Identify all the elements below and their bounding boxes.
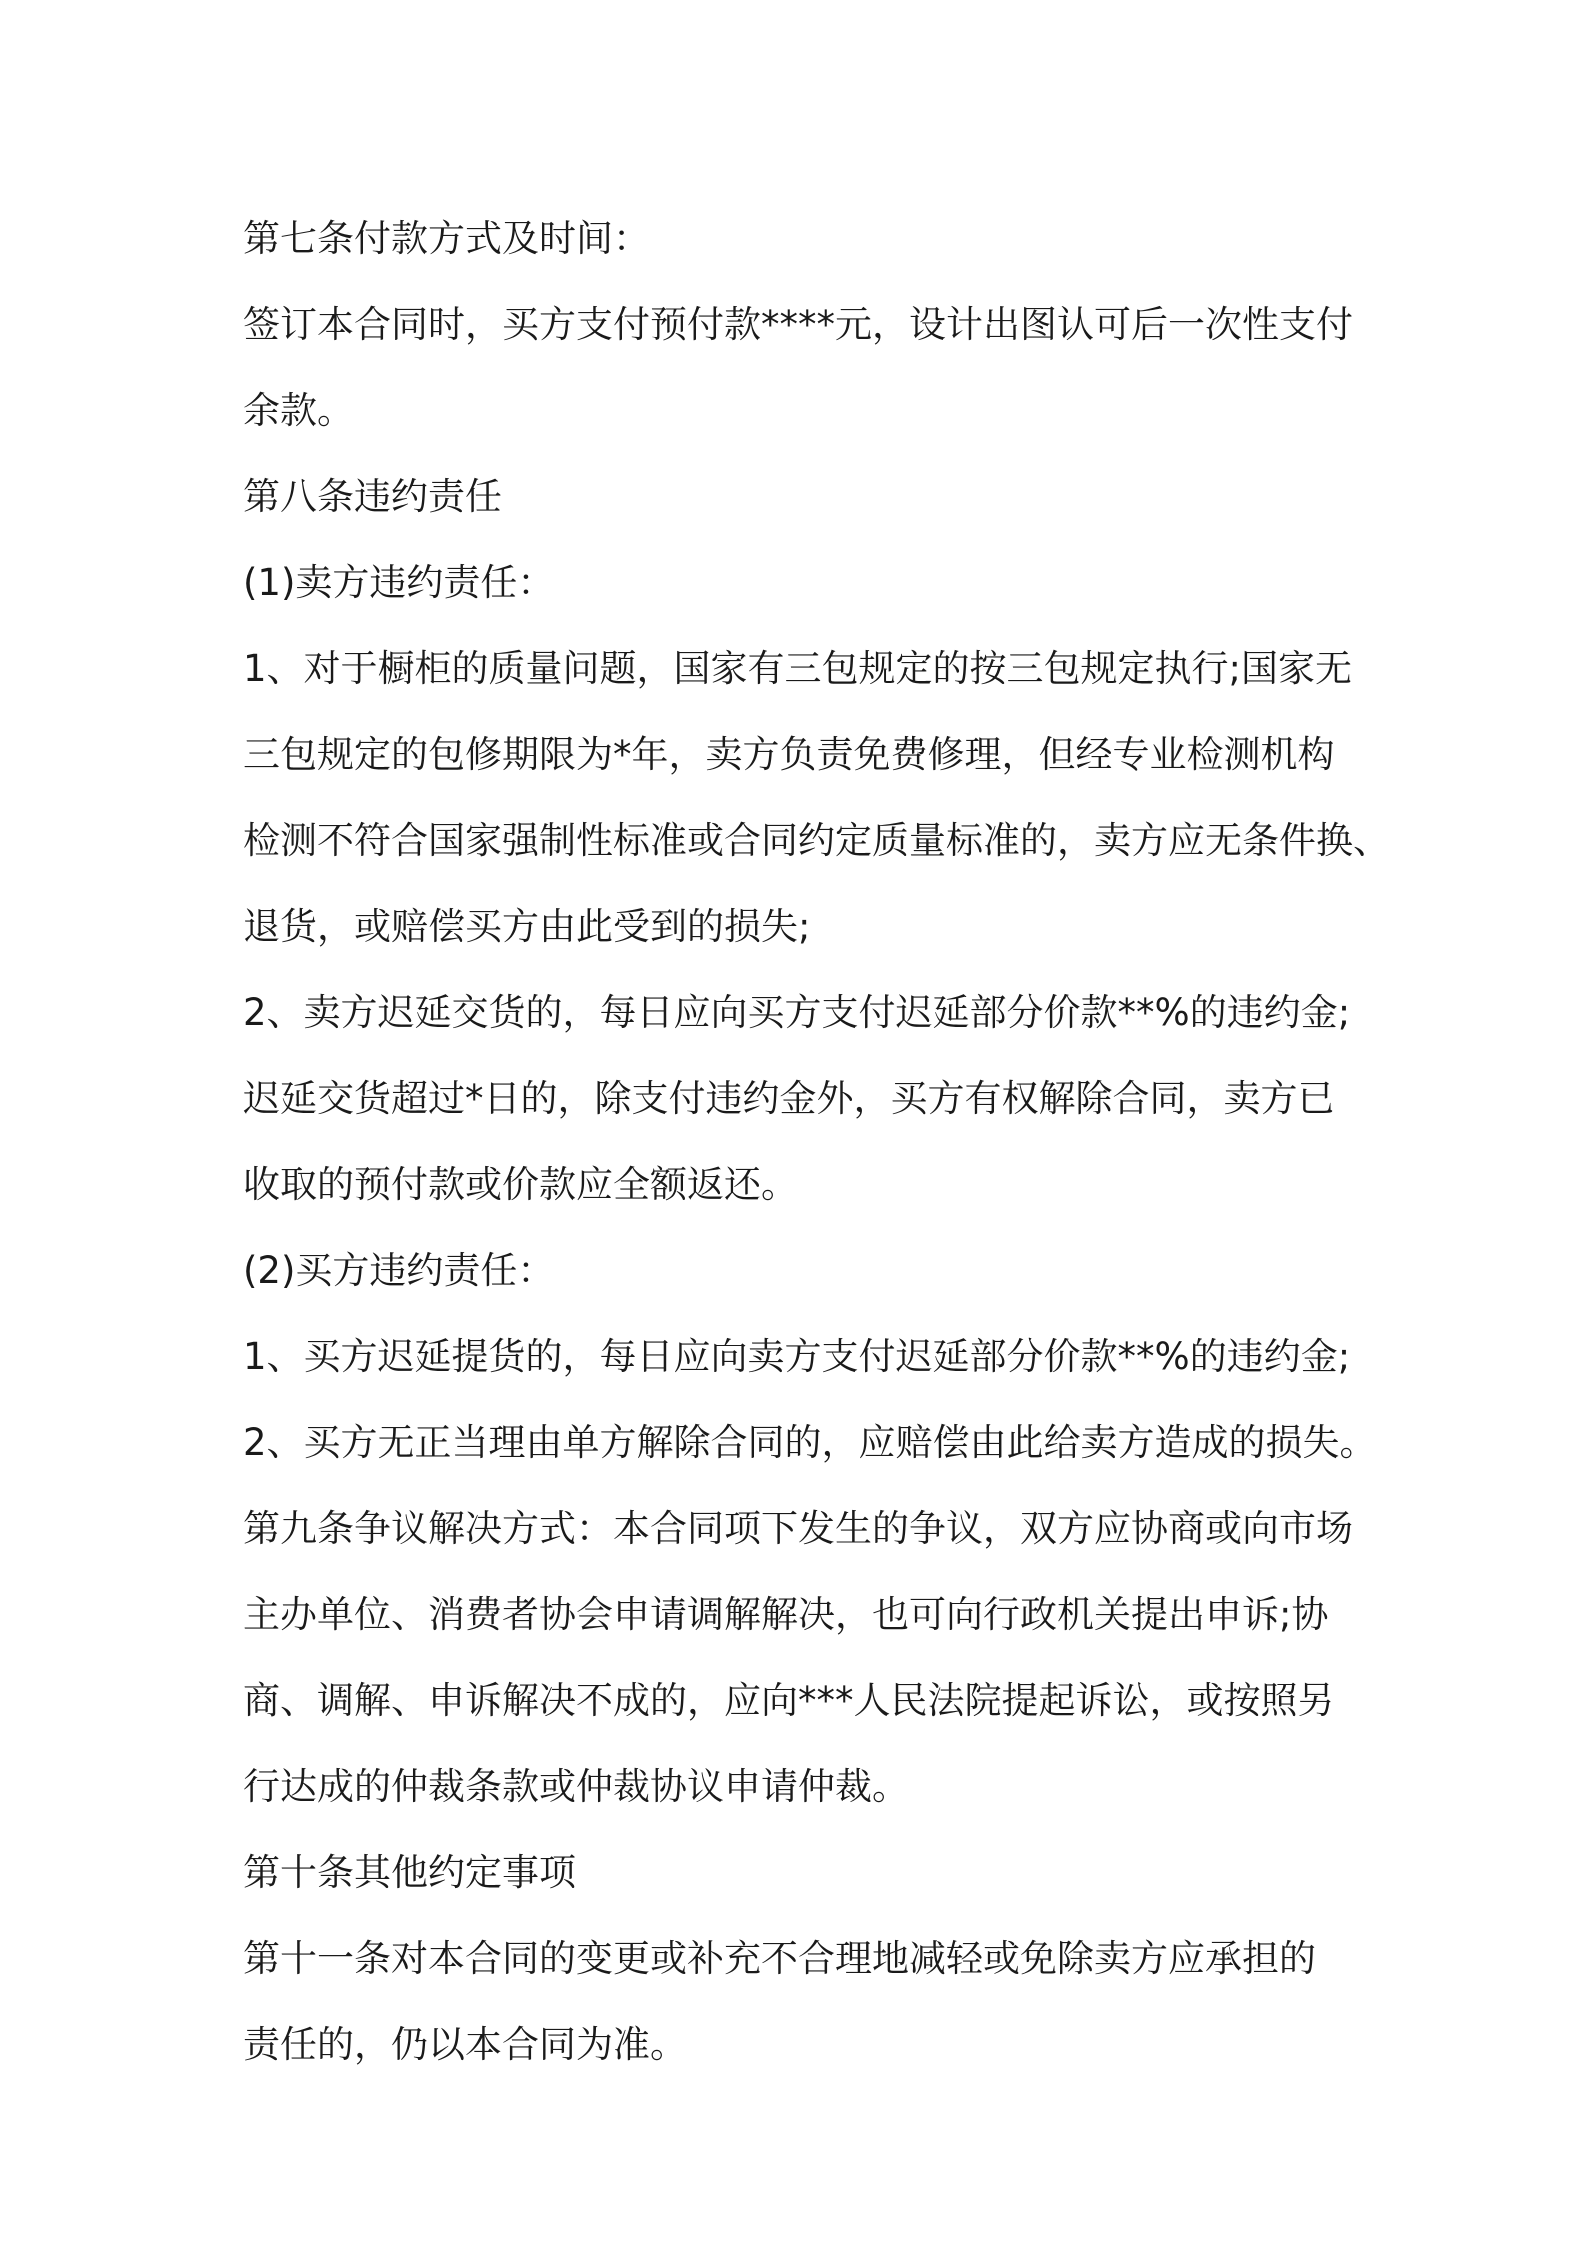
seller-liability-item-2-line-1: 2、卖方迟延交货的，每日应向买方支付迟延部分价款**%的违约金; bbox=[243, 991, 1351, 1034]
buyer-liability-item-2: 2、买方无正当理由单方解除合同的，应赔偿由此给卖方造成的损失。 bbox=[243, 1421, 1377, 1464]
seller-liability-item-2-line-2: 迟延交货超过*日的，除支付违约金外，买方有权解除合同，卖方已 bbox=[243, 1077, 1335, 1120]
article-9-line-3: 商、调解、申诉解决不成的，应向***人民法院提起诉讼，或按照另 bbox=[243, 1679, 1335, 1722]
article-10-heading: 第十条其他约定事项 bbox=[243, 1851, 576, 1894]
seller-liability-item-1-line-3: 检测不符合国家强制性标准或合同约定质量标准的，卖方应无条件换、 bbox=[243, 819, 1390, 862]
article-7-text-line-2: 余款。 bbox=[243, 389, 354, 432]
article-11-line-2: 责任的，仍以本合同为准。 bbox=[243, 2023, 687, 2066]
article-9-line-1: 第九条争议解决方式：本合同项下发生的争议，双方应协商或向市场 bbox=[243, 1507, 1353, 1550]
seller-liability-item-1-line-2: 三包规定的包修期限为*年，卖方负责免费修理，但经专业检测机构 bbox=[243, 733, 1335, 776]
seller-liability-item-2-line-3: 收取的预付款或价款应全额返还。 bbox=[243, 1163, 798, 1206]
article-11-line-1: 第十一条对本合同的变更或补充不合理地减轻或免除卖方应承担的 bbox=[243, 1937, 1316, 1980]
article-9-line-4: 行达成的仲裁条款或仲裁协议申请仲裁。 bbox=[243, 1765, 909, 1808]
buyer-liability-item-1: 1、买方迟延提货的，每日应向卖方支付迟延部分价款**%的违约金; bbox=[243, 1335, 1351, 1378]
document-body bbox=[243, 196, 1390, 2088]
article-8-heading: 第八条违约责任 bbox=[243, 475, 502, 518]
article-7-heading: 第七条付款方式及时间： bbox=[243, 217, 650, 260]
article-7-text-line-1: 签订本合同时，买方支付预付款****元，设计出图认可后一次性支付 bbox=[243, 303, 1353, 346]
article-9-line-2: 主办单位、消费者协会申请调解解决，也可向行政机关提出申诉;协 bbox=[243, 1593, 1329, 1636]
buyer-liability-heading: (2)买方违约责任： bbox=[243, 1249, 555, 1292]
seller-liability-item-1-line-1: 1、对于橱柜的质量问题，国家有三包规定的按三包规定执行;国家无 bbox=[243, 647, 1353, 690]
seller-liability-item-1-line-4: 退货，或赔偿买方由此受到的损失; bbox=[243, 905, 811, 948]
seller-liability-heading: (1)卖方违约责任： bbox=[243, 561, 555, 604]
